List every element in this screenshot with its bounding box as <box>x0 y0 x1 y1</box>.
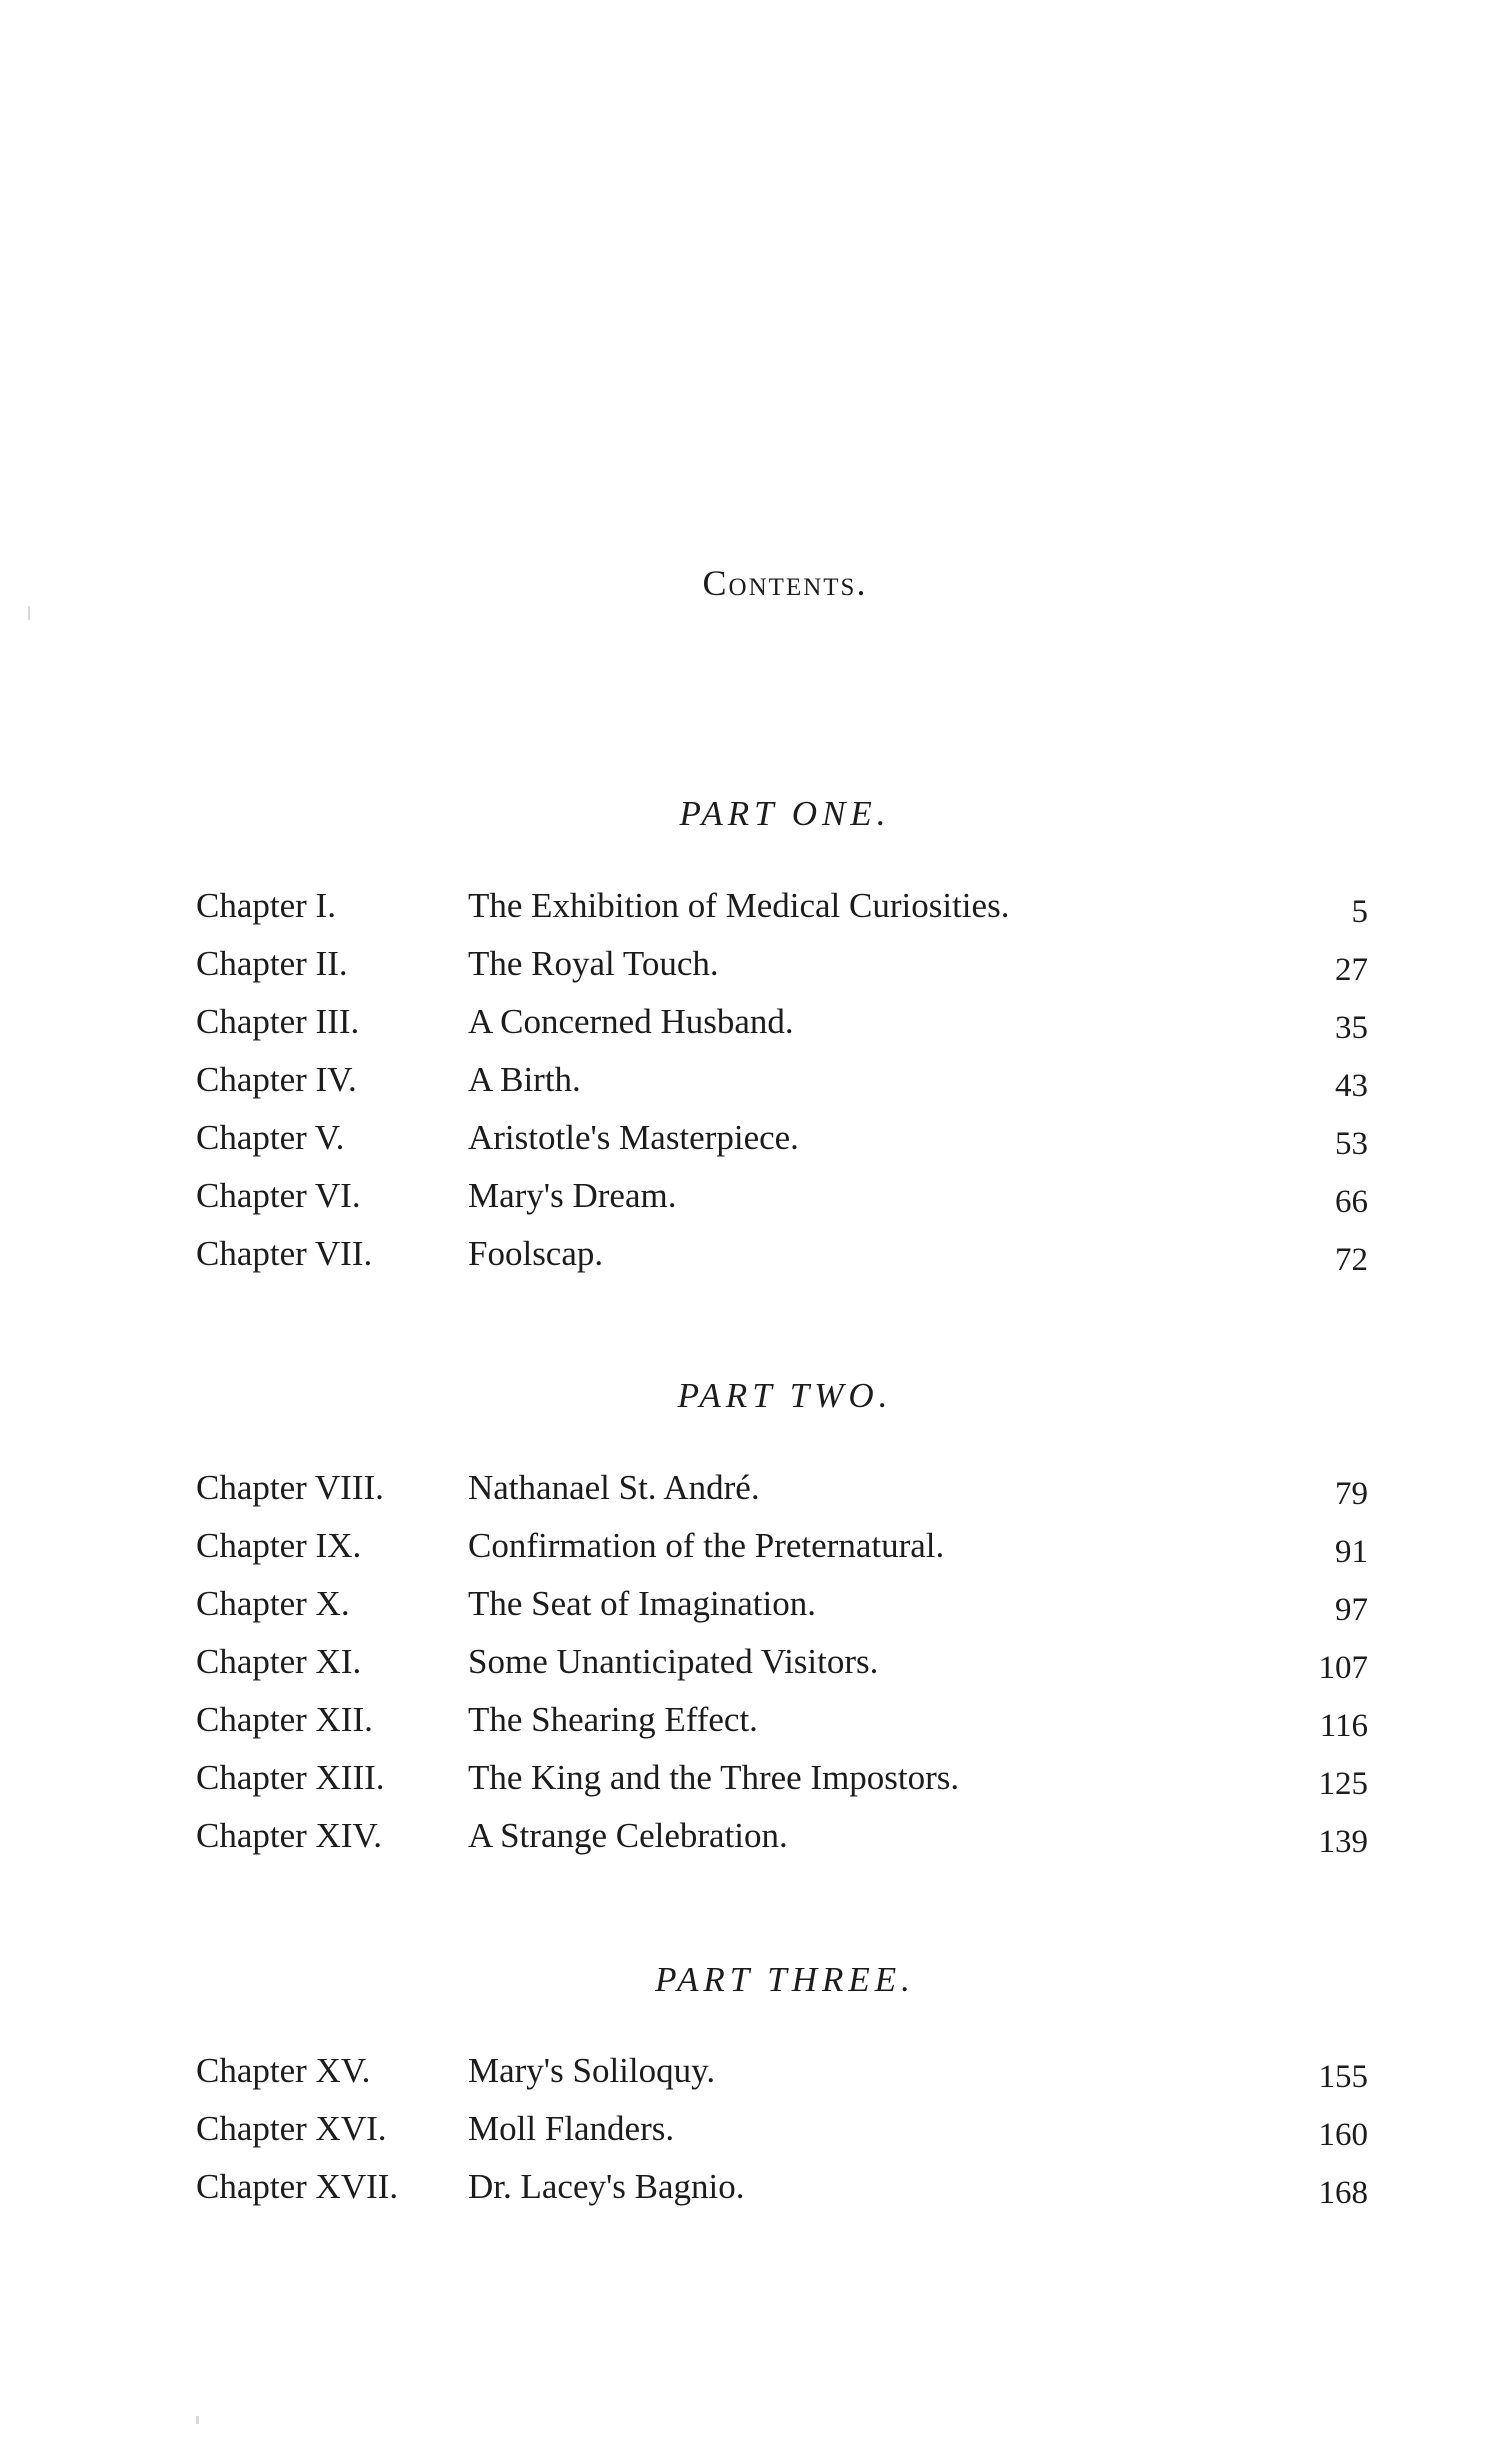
chapter-number: Chapter XI. <box>196 1642 362 1681</box>
chapter-number: Chapter IV. <box>196 1060 357 1099</box>
chapter-number: Chapter III. <box>196 1002 360 1041</box>
toc-entry <box>0 1225 1500 1283</box>
page-number: 53 <box>1335 1126 1368 1162</box>
page-number: 5 <box>1351 894 1368 930</box>
chapter-number: Chapter XII. <box>196 1700 373 1739</box>
chapter-title: A Birth. <box>468 1060 581 1099</box>
chapter-number: Chapter XVI. <box>196 2109 387 2148</box>
chapter-number: Chapter VI. <box>196 1176 361 1215</box>
chapter-number: Chapter VII. <box>196 1234 373 1273</box>
chapter-title: Foolscap. <box>468 1234 604 1273</box>
page-number: 91 <box>1335 1534 1368 1570</box>
page-number: 155 <box>1318 2059 1368 2095</box>
page-number: 35 <box>1335 1010 1368 1046</box>
chapter-number: Chapter VIII. <box>196 1468 384 1507</box>
toc-entry <box>0 2158 1500 2216</box>
chapter-number: Chapter XIV. <box>196 1816 382 1855</box>
toc-entry <box>0 2042 1500 2100</box>
page-number: 107 <box>1318 1650 1368 1686</box>
chapter-number: Chapter XVII. <box>196 2167 399 2206</box>
chapter-title: The King and the Three Impostors. <box>468 1758 960 1797</box>
toc-entry <box>0 1517 1500 1575</box>
toc-entry <box>0 1575 1500 1633</box>
chapter-number: Chapter II. <box>196 944 348 983</box>
chapter-title: A Concerned Husband. <box>468 1002 794 1041</box>
page-number: 97 <box>1335 1592 1368 1628</box>
toc-entry <box>0 1749 1500 1807</box>
part-three-heading: PART THREE. <box>655 1960 915 1999</box>
chapter-title: The Shearing Effect. <box>468 1700 758 1739</box>
part-two-heading: PART TWO. <box>677 1376 893 1415</box>
chapter-title: Mary's Soliloquy. <box>468 2051 716 2090</box>
toc-entry <box>0 1167 1500 1225</box>
chapter-title: The Seat of Imagination. <box>468 1584 816 1623</box>
chapter-title: Dr. Lacey's Bagnio. <box>468 2167 745 2206</box>
part-one-heading: PART ONE. <box>679 794 891 833</box>
chapter-number: Chapter XIII. <box>196 1758 385 1797</box>
chapter-title: The Exhibition of Medical Curiosities. <box>468 886 1010 925</box>
chapter-number: Chapter I. <box>196 886 336 925</box>
chapter-title: Confirmation of the Preternatural. <box>468 1526 945 1565</box>
toc-entry <box>0 993 1500 1051</box>
page-number: 160 <box>1318 2117 1368 2153</box>
page-number: 125 <box>1318 1766 1368 1802</box>
page-number: 116 <box>1319 1708 1368 1744</box>
scan-speck <box>196 2416 199 2424</box>
page-number: 79 <box>1335 1476 1368 1512</box>
chapter-title: A Strange Celebration. <box>468 1816 788 1855</box>
chapter-title: Aristotle's Masterpiece. <box>468 1118 799 1157</box>
page-number: 43 <box>1335 1068 1368 1104</box>
chapter-number: Chapter IX. <box>196 1526 362 1565</box>
chapter-title: Mary's Dream. <box>468 1176 677 1215</box>
chapter-title: Some Unanticipated Visitors. <box>468 1642 879 1681</box>
toc-entry <box>0 1459 1500 1517</box>
chapter-number: Chapter V. <box>196 1118 345 1157</box>
toc-entry <box>0 1691 1500 1749</box>
chapter-title: The Royal Touch. <box>468 944 719 983</box>
chapter-number: Chapter X. <box>196 1584 350 1623</box>
toc-entry <box>0 935 1500 993</box>
page-number: 66 <box>1335 1184 1368 1220</box>
chapter-number: Chapter XV. <box>196 2051 371 2090</box>
toc-entry <box>0 1633 1500 1691</box>
toc-entry <box>0 2100 1500 2158</box>
toc-entry <box>0 1109 1500 1167</box>
toc-entry <box>0 1807 1500 1865</box>
toc-entry <box>0 1051 1500 1109</box>
toc-entry <box>0 877 1500 935</box>
page-number: 72 <box>1335 1242 1368 1278</box>
chapter-title: Nathanael St. André. <box>468 1468 760 1507</box>
page-number: 139 <box>1318 1824 1368 1860</box>
chapter-title: Moll Flanders. <box>468 2109 675 2148</box>
scan-speck <box>28 606 30 620</box>
page-number: 27 <box>1335 952 1368 988</box>
page-number: 168 <box>1318 2175 1368 2211</box>
contents-title: Contents. <box>702 563 868 603</box>
